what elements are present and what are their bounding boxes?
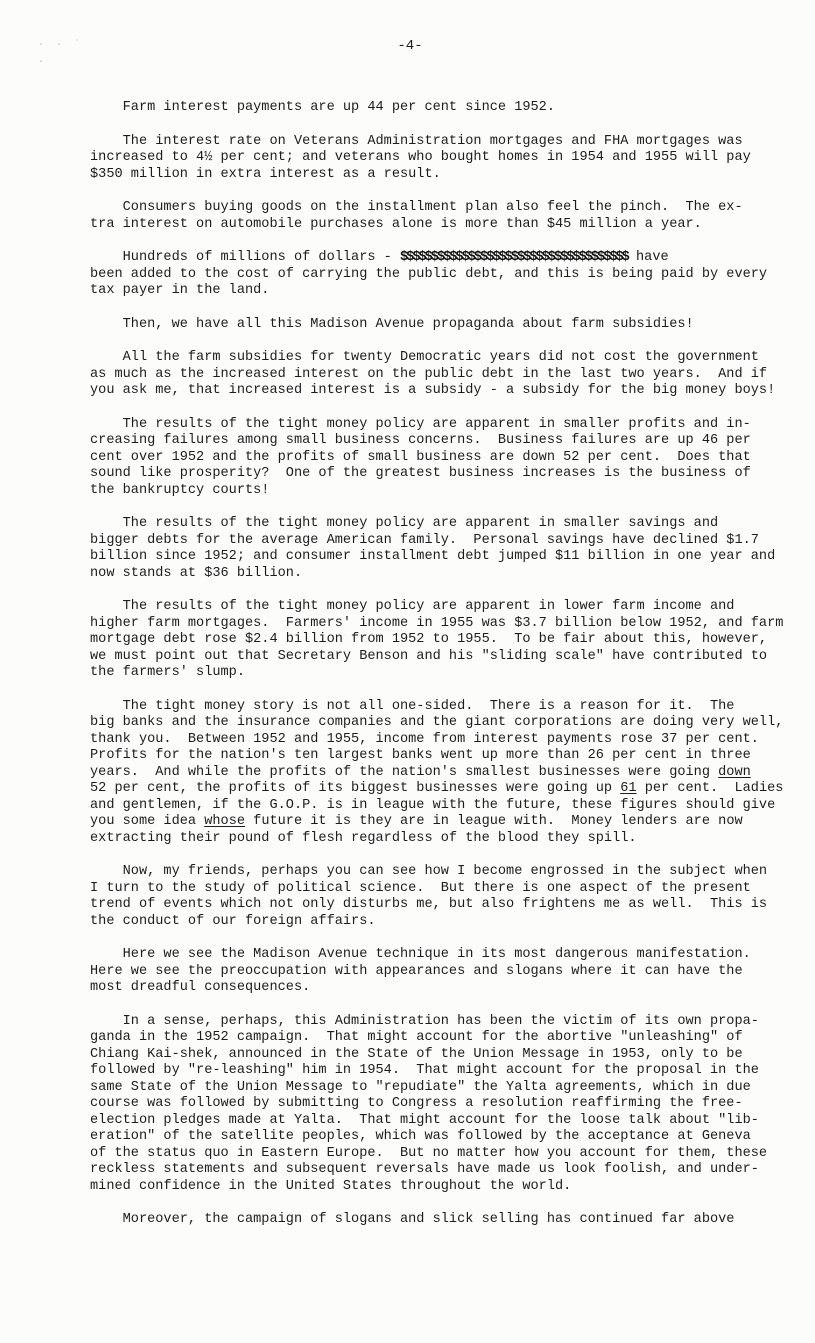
text-line: creasing failures among small business concerns. Business failures are up 46 per xyxy=(90,433,751,448)
paragraph-gap xyxy=(90,117,780,134)
text-segment: future it is they are in league with. Money lenders are now xyxy=(245,814,743,829)
text-segment: you some idea xyxy=(90,814,205,829)
text-line: In a sense, perhaps, this Administration has been the victim of its own propa- xyxy=(90,1013,759,1029)
text-line: ganda in the 1952 campaign. That might account for the abortive "unleashing" of xyxy=(90,1030,743,1045)
text-line: you ask me, that increased interest is a subsidy - a subsidy for the big money boys! xyxy=(90,383,776,398)
text-line: Consumers buying goods on the installment plan also feel the pinch. The ex- xyxy=(90,200,743,215)
text-line: we must point out that Secretary Benson and his "sliding scale" have contributed to xyxy=(90,648,768,664)
paragraph xyxy=(90,516,780,582)
text-line: sound like prosperity? One of the greatest business increases is the business of xyxy=(90,466,751,481)
text-line: All the farm subsidies for twenty Democratic years did not cost the government xyxy=(90,350,759,365)
text-segment: have xyxy=(627,250,669,265)
text-line: Here we see the preoccupation with appearances and slogans where it can have the xyxy=(90,963,743,979)
text-segment: big banks and the insurance companies and the giant corporations are doing very well, xyxy=(90,715,784,730)
paragraph-gap xyxy=(90,499,780,516)
text-line: The results of the tight money policy are apparent in smaller savings and xyxy=(90,516,719,531)
text-line: the conduct of our foreign affairs. xyxy=(90,913,376,929)
text-line xyxy=(90,798,780,815)
paragraph-gap xyxy=(90,233,780,250)
text-line: followed by "re-leashing" him in 1954. That might account for the proposal in the xyxy=(90,1063,759,1078)
text-line: mortgage debt rose $2.4 billion from 1952 to 1955. To be fair about this, however, xyxy=(90,632,768,647)
paragraph xyxy=(90,417,780,500)
text-line: of the status quo in Eastern Europe. But no matter how you account for them, these xyxy=(90,1145,768,1161)
text-line: eration" of the satellite peoples, which was followed by the acceptance at Geneva xyxy=(90,1129,751,1144)
text-line: Then, we have all this Madison Avenue propaganda about farm subsidies! xyxy=(90,316,694,332)
text-line: bigger debts for the average American family. Personal savings have declined $1.7 xyxy=(90,532,759,548)
paragraph xyxy=(90,1014,780,1196)
text-line: $350 million in extra interest as a result. xyxy=(90,166,441,182)
paragraph-gap xyxy=(90,183,780,200)
text-line: I turn to the study of political science. But there is one aspect of the present xyxy=(90,880,751,896)
paragraph xyxy=(90,134,780,184)
paragraph-gap xyxy=(90,582,780,599)
text-line: Here we see the Madison Avenue technique in its most dangerous manifestation. xyxy=(90,947,751,962)
text-line: Chiang Kai-shek, announced in the State of the Union Message in 1953, only to be xyxy=(90,1046,743,1062)
text-segment: Profits for the nation's ten largest banks went up more than 26 per cent in three xyxy=(90,748,751,763)
text-line: The interest rate on Veterans Administration mortgages and FHA mortgages was xyxy=(90,133,743,149)
paragraph xyxy=(90,250,780,300)
text-segment: years. And while the profits of the nation's smallest businesses were going xyxy=(90,764,719,780)
text-line: as much as the increased interest on the public debt in the last two years. And if xyxy=(90,366,768,382)
text-line: The results of the tight money policy are apparent in smaller profits and in- xyxy=(90,416,751,432)
paragraph xyxy=(90,698,784,848)
paragraph xyxy=(90,317,780,334)
text-segment: and gentlemen, if the G.O.P. is in league with the future, these figures should give xyxy=(90,797,776,813)
paragraph xyxy=(90,200,780,233)
text-line xyxy=(90,250,780,267)
text-line: the bankruptcy courts! xyxy=(90,482,270,498)
text-line: mined confidence in the United States throughout the world. xyxy=(90,1178,572,1194)
text-line: increased to 4½ per cent; and veterans who bought homes in 1954 and 1955 will pay xyxy=(90,150,751,165)
paragraph-gap xyxy=(90,997,780,1014)
underlined-text: 61 xyxy=(620,781,637,796)
underlined-text: down xyxy=(718,764,751,780)
paragraph-gap xyxy=(90,400,780,417)
paragraph-gap xyxy=(90,333,780,350)
paragraph xyxy=(90,350,780,400)
text-line: course was followed by submitting to Congress a resolution reaffirming the free- xyxy=(90,1096,743,1111)
text-segment: The tight money story is not all one-sided. There is a reason for it. The xyxy=(90,698,735,714)
text-line: same State of the Union Message to "repudiate" the Yalta agreements, which in due xyxy=(90,1079,751,1095)
text-line: Now, my friends, perhaps you can see how I become engrossed in the subject when xyxy=(90,864,768,879)
paragraph xyxy=(90,599,784,682)
paragraph-gap xyxy=(90,930,780,947)
paragraph-gap xyxy=(90,300,780,317)
text-segment: per cent. Ladies xyxy=(636,781,784,796)
text-line: tax payer in the land. xyxy=(90,283,270,298)
text-segment: extracting their pound of flesh regardless of the blood they spill. xyxy=(90,830,637,846)
text-line: reckless statements and subsequent reversals have made us look foolish, and under- xyxy=(90,1162,759,1177)
text-line: billion since 1952; and consumer installment debt jumped $11 billion in one year and xyxy=(90,549,776,564)
paragraph xyxy=(90,100,780,117)
text-line: tra interest on automobile purchases alone is more than $45 million a year. xyxy=(90,216,702,232)
text-segment: Hundreds of millions of dollars - xyxy=(90,250,400,265)
paragraph xyxy=(90,1212,780,1229)
body-text xyxy=(90,100,784,1229)
text-line xyxy=(90,765,780,782)
text-line: the farmers' slump. xyxy=(90,665,245,680)
struck-out-text: $$$$$$$$$$$$$$$$$$$$$$$$$$$$$$$$$$$$$ xyxy=(400,250,628,265)
text-segment: thank you. Between 1952 and 1955, income from interest payments rose 37 per cent. xyxy=(90,731,759,747)
text-line xyxy=(90,831,780,848)
text-line: trend of events which not only disturbs me, but also frightens me as well. This is xyxy=(90,897,768,912)
text-line xyxy=(90,699,780,716)
text-line xyxy=(90,715,784,732)
text-line xyxy=(90,814,780,831)
text-line: The results of the tight money policy are apparent in lower farm income and xyxy=(90,599,735,614)
paragraph-gap xyxy=(90,847,780,864)
text-line: Farm interest payments are up 44 per cent since 1952. xyxy=(90,100,555,115)
underlined-text: whose xyxy=(204,814,246,829)
text-line: election pledges made at Yalta. That might account for the loose talk about "lib- xyxy=(90,1112,759,1128)
text-line: higher farm mortgages. Farmers' income in 1955 was $3.7 billion below 1952, and farm xyxy=(90,615,784,631)
text-line: now stands at $36 billion. xyxy=(90,565,303,581)
text-line xyxy=(90,748,780,765)
paragraph xyxy=(90,947,780,997)
text-line xyxy=(90,781,784,798)
text-segment: 52 per cent, the profits of its biggest businesses were going up xyxy=(90,781,621,796)
text-line: been added to the cost of carrying the public debt, and this is being paid by every xyxy=(90,266,768,282)
text-line xyxy=(90,732,780,749)
page-smudge-marks: · · ˙ · xyxy=(38,40,84,68)
text-line: Moreover, the campaign of slogans and slick selling has continued far above xyxy=(90,1212,735,1227)
text-line: cent over 1952 and the profits of small business are down 52 per cent. Does that xyxy=(90,449,751,465)
paragraph-gap xyxy=(90,682,780,699)
paragraph xyxy=(90,864,780,930)
text-line: most dreadful consequences. xyxy=(90,980,311,995)
page-number: -4- xyxy=(397,38,423,54)
paragraph-gap xyxy=(90,1195,780,1212)
